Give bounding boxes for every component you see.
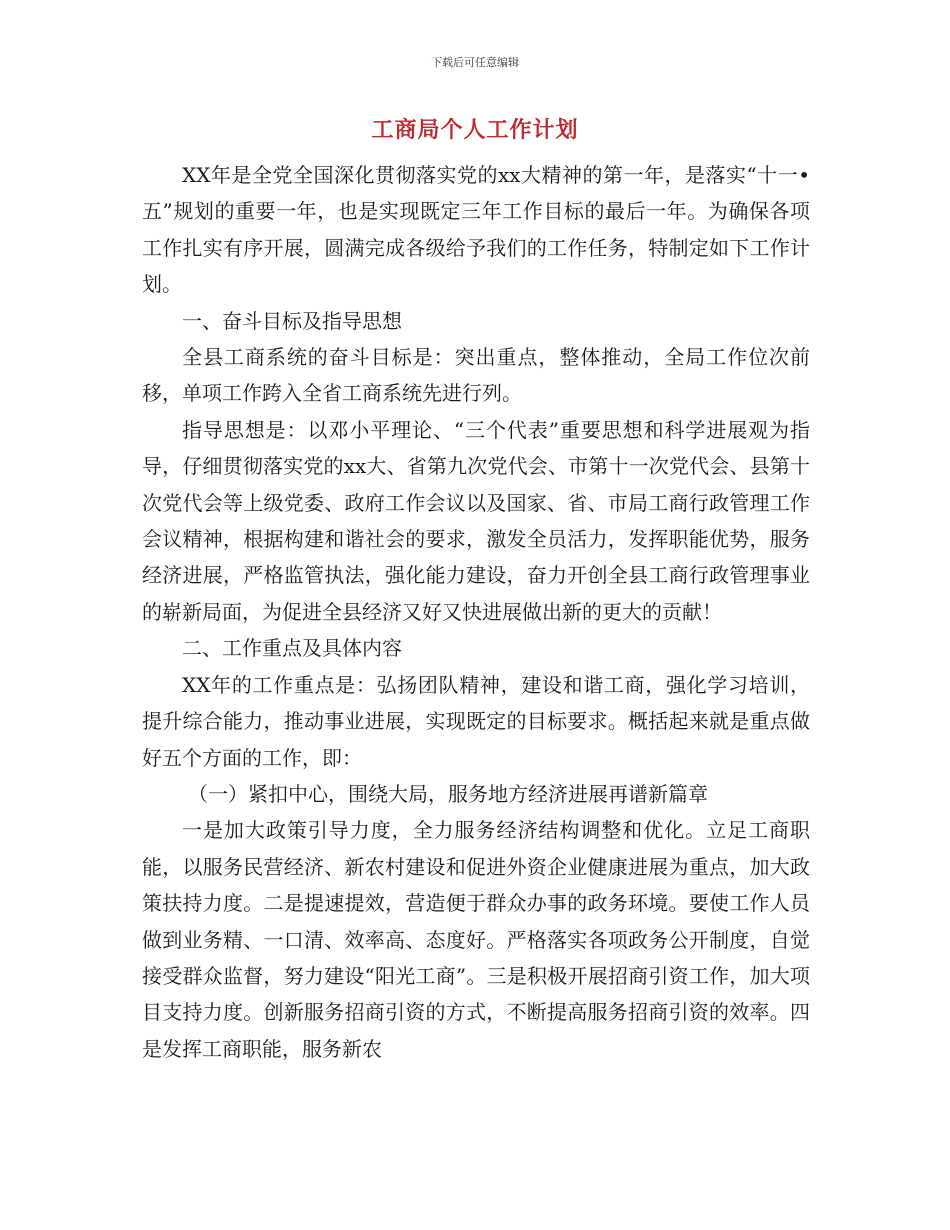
subsection-heading-service: （一）紧扣中心，围绕大局，服务地方经济进展再谱新篇章 (188, 781, 708, 806)
paragraph-service-details: 一是加大政策引导力度，全力服务经济结构调整和优化。立足工商职能，以服务民营经济、新农村建设和促进外资企业健康进展为重点，加大政策扶持力度。二是提速提效，营造便于群众办事的政务环境。要使工作人员做到业务精、一口清、效率高、态度好。严格落实各项政务公开制度，自觉接受群众监督，努力建设“阳光工商”。三是积极开展招商引资工作，加大项目支持力度。创新服务招商引资的方式，不断提高服务招商引资的效率。四是发挥工商职能，服务新农 (142, 818, 810, 1061)
document-title: 工商局个人工作计划 (371, 118, 579, 143)
section-heading-priorities: 二、工作重点及具体内容 (182, 636, 402, 661)
document-body (142, 157, 810, 1067)
header-note: 下载后可任意编辑 (431, 56, 519, 69)
paragraph-guiding-ideology: 指导思想是：以邓小平理论、“三个代表”重要思想和科学进展观为指导，仔细贯彻落实党的xx大、省第九次党代会、市第十一次党代会、县第十次党代会等上级党委、政府工作会议以及国家、省、市局工商行政管理工作会议精神，根据构建和谐社会的要求，激发全员活力，发挥职能优势，服务经济进展，严格监管执法，强化能力建设，奋力开创全县工商行政管理事业的崭新局面，为促进全县经济又好又快进展做出新的更大的贡献！ (142, 417, 810, 624)
paragraph-goals: 全县工商系统的奋斗目标是：突出重点，整体推动，全局工作位次前移，单项工作跨入全省工商系统先进行列。 (142, 345, 810, 406)
paragraph-priorities: XX年的工作重点是：弘扬团队精神，建设和谐工商，强化学习培训，提升综合能力，推动事业进展，实现既定的目标要求。概括起来就是重点做好五个方面的工作，即： (142, 672, 810, 770)
section-heading-goals: 一、奋斗目标及指导思想 (182, 308, 402, 333)
paragraph-intro: XX年是全党全国深化贯彻落实党的xx大精神的第一年，是落实“十一•五”规划的重要一年，也是实现既定三年工作目标的最后一年。为确保各项工作扎实有序开展，圆满完成各级给予我们的工作任务，特制定如下工作计划。 (142, 163, 810, 297)
